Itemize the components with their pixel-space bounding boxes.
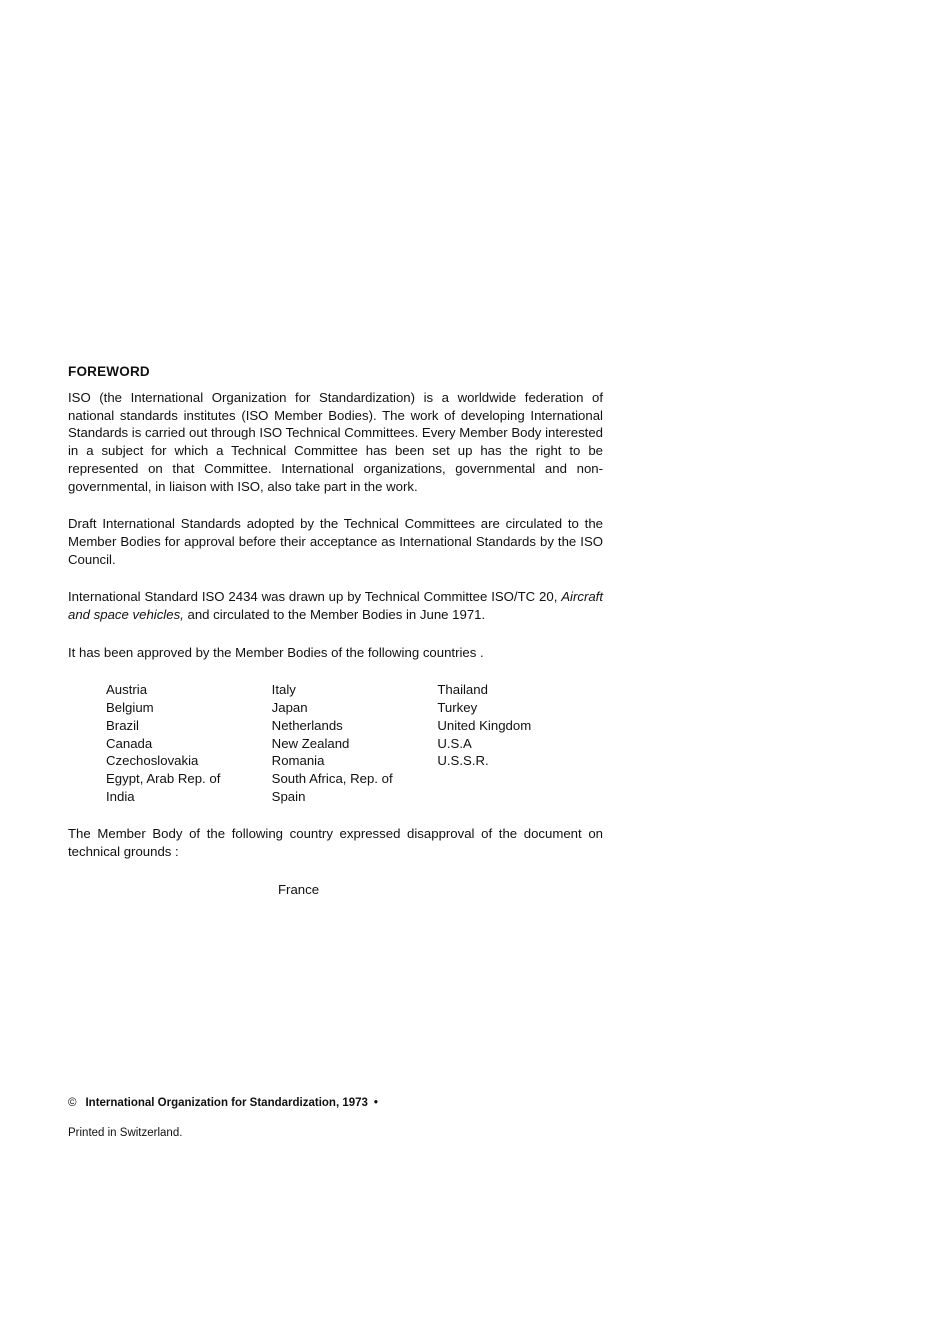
country-item: Egypt, Arab Rep. of — [106, 770, 221, 786]
copyright-icon: © — [68, 1097, 77, 1109]
foreword-section — [68, 364, 603, 898]
country-item: Italy — [271, 682, 296, 698]
country-item: Belgium — [106, 700, 154, 716]
country-item: Czechoslovakia — [106, 753, 199, 769]
committee-title: Aircraft and space vehicles, — [68, 589, 603, 623]
country-item: Japan — [271, 700, 308, 716]
copyright-text: International Organization for Standardization, 1973 — [85, 1097, 368, 1109]
paragraph-iso-2434 — [68, 588, 603, 623]
country-item: Canada — [106, 735, 153, 751]
paragraph-disapproval: The Member Body of the following country expressed disapproval of the document on technical grounds : — [68, 826, 603, 860]
bullet-icon: • — [373, 1097, 378, 1109]
paragraph-iso-intro: ISO (the International Organization for Standardization) is a worldwide federation of national standards institutes (ISO Member Bodies). The work of developing International Standards is carried out through ISO Technical Committees. Every Member Body interested in a subject for which a Technical Committee has been set up has the right to be represented on that Committee. International organizations, governmental and non-governmental, in liaison with ISO, also take part in the work. — [68, 390, 603, 494]
country-item: Turkey — [437, 700, 478, 716]
country-item: U.S.A — [437, 735, 472, 751]
countries-column-2 — [272, 681, 438, 805]
country-item: Romania — [271, 753, 325, 769]
countries-column-3 — [437, 681, 603, 805]
country-item: Spain — [271, 788, 306, 804]
country-item: United Kingdom — [437, 717, 532, 733]
countries-column-1 — [106, 681, 272, 805]
paragraph-approval: It has been approved by the Member Bodies of the following countries . — [68, 644, 484, 660]
country-item: U.S.S.R. — [437, 753, 489, 769]
approving-countries-list — [106, 681, 603, 805]
country-item: Thailand — [437, 682, 488, 698]
country-item: New Zealand — [271, 735, 350, 751]
country-item: Austria — [106, 682, 148, 698]
country-item: Netherlands — [271, 717, 343, 733]
country-item: South Africa, Rep. of — [271, 770, 393, 786]
paragraph-iso-2434-end: and circulated to the Member Bodies in June 1971. — [187, 607, 486, 623]
country-item: Brazil — [106, 717, 139, 733]
country-item: India — [106, 788, 135, 804]
paragraph-iso-2434-start: International Standard ISO 2434 was drawn up by Technical Committee ISO/TC 20, — [68, 589, 558, 605]
disapproving-country: France — [278, 881, 320, 897]
paragraph-draft-standards: Draft International Standards adopted by the Technical Committees are circulated to the Member Bodies for approval before their acceptance as International Standards by the ISO Council. — [68, 516, 603, 567]
foreword-heading: FOREWORD — [68, 364, 150, 379]
printed-location: Printed in Switzerland. — [68, 1127, 183, 1139]
copyright-line — [68, 1097, 378, 1109]
